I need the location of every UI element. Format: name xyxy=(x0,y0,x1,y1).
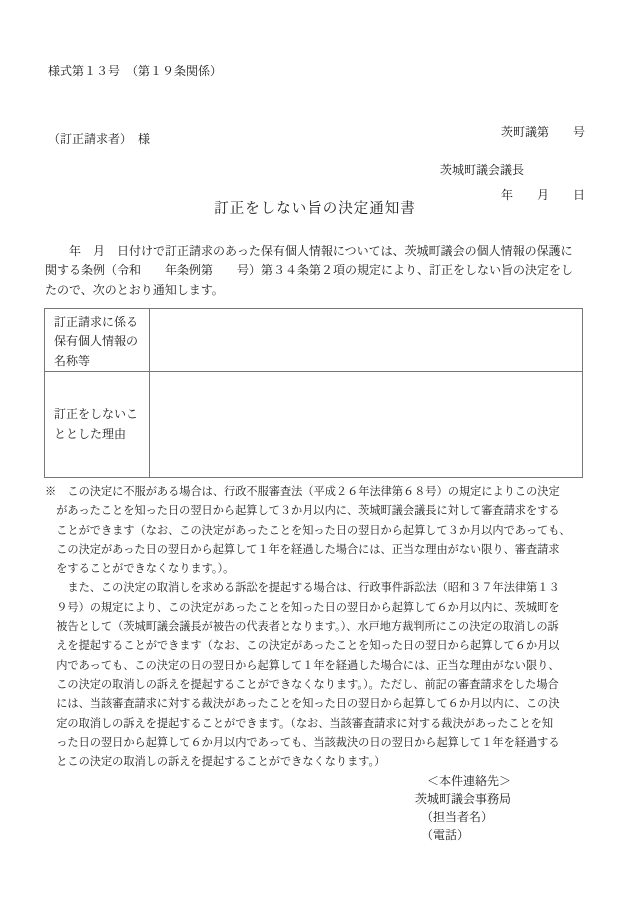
row-value-held-info-name xyxy=(150,309,582,371)
text-line: 年 月 日付けで訂正請求のあった保有個人情報については、茨城町議会の個人情報の保護に xyxy=(45,244,573,258)
table-row-reason xyxy=(45,372,582,477)
row-label-held-info-name xyxy=(45,309,150,371)
text-line: には、当該審査請求に対する裁決があったことを知った日の翌日から起算して６か月以内に、この決 xyxy=(45,698,560,711)
body-paragraph xyxy=(45,242,573,300)
text-line: えを提起することができます（なお、この決定があったことを知った日の翌日から起算して６か月以 xyxy=(45,640,560,653)
row-label-reason-text xyxy=(54,405,138,444)
text-line: 内であっても、この決定の日の翌日から起算して１年を経過した場合には、正当な理由がない限り、 xyxy=(45,659,560,672)
text-line: があったことを知った日の翌日から起算して３か月以内に、茨城町議会議長に対して審査請求をする xyxy=(45,505,560,518)
sender-title: 茨城町議会議長 xyxy=(440,163,525,177)
date-line: 年 月 日 xyxy=(500,188,585,202)
text-line: 訂正をしないこ xyxy=(54,407,139,422)
text-line: ことができます（なお、この決定があったことを知った日の翌日から起算して３か月以内であっても、 xyxy=(45,524,571,537)
table-row-name xyxy=(45,309,582,372)
form-style-number: 様式第１３号 （第１９条関係） xyxy=(48,64,223,78)
text-line: った日の翌日から起算して６か月以内であっても、当該裁決の日の翌日から起算して１年を経過する xyxy=(45,736,560,749)
document-title: 訂正をしない旨の決定通知書 xyxy=(214,201,416,217)
text-line: この決定があった日の翌日から起算して１年を経過した場合には、正当な理由がない限り、審査請求 xyxy=(45,543,560,556)
addressee-line: （訂正請求者） 様 xyxy=(48,132,151,146)
text-line: をすることができなくなります。）。 xyxy=(45,563,235,576)
text-line: 訂正請求に係る xyxy=(54,315,139,329)
text-line: また、この決定の取消しを求める訴訟を提起する場合は、行政事件訴訟法（昭和３７年法律第１３ xyxy=(45,582,560,595)
row-label-reason xyxy=(45,372,150,477)
text-line: 定の取消しの訴えを提起することができます。（なお、当該審査請求に対する裁決があったことを知 xyxy=(45,717,554,730)
contact-block xyxy=(415,772,511,844)
text-line: ※ この決定に不服がある場合は、行政不服審査法（平成２６年法律第６８号）の規定によりこの決定 xyxy=(45,486,560,498)
text-line: 名称等 xyxy=(54,353,91,368)
text-line: 茨城町議会事務局 xyxy=(415,792,512,806)
text-line: ９号）の規定により、この決定があったことを知った日の翌日から起算して６か月以内に、茨城町を xyxy=(45,601,560,614)
text-line: 保有個人情報の xyxy=(54,334,139,349)
text-line: ととした理由 xyxy=(54,426,127,441)
text-line: この決定の取消しの訴えを提起することができなくなります。）。ただし、前記の審査請求をした場合 xyxy=(45,678,559,691)
text-line: たので、次のとおり通知します。 xyxy=(45,282,224,297)
appeal-note-section xyxy=(45,483,571,772)
text-line: 関する条例（令和 年条例第 号）第３４条第２項の規定により、訂正をしない旨の決定をし xyxy=(45,263,574,278)
row-value-reason xyxy=(150,372,582,477)
text-line: （電話） xyxy=(415,828,470,842)
text-line: （担当者名） xyxy=(415,810,494,824)
text-line: とこの決定の取消しの訴えを提起することができなくなります。） xyxy=(45,756,386,769)
document-number-line: 茨町議第 号 xyxy=(500,125,585,139)
text-line: 被告として（茨城町議会議長が被告の代表者となります。）、水戸地方裁判所にこの決定の取消しの訴 xyxy=(45,621,559,634)
text-line: ＜本件連絡先＞ xyxy=(415,774,512,788)
decision-table xyxy=(44,308,583,478)
